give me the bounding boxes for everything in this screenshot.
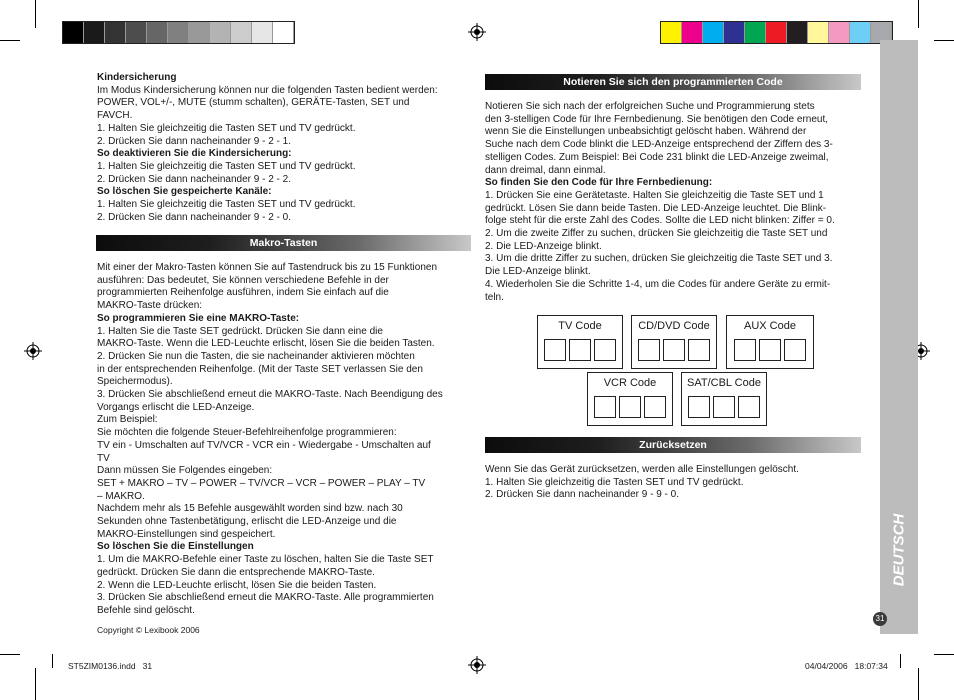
makro-line: Sie möchten die folgende Steuer-Befehlreihenfolge programmieren: [97, 427, 397, 439]
child-lock-line: Im Modus Kindersicherung können nur die folgenden Tasten bedient werden: [97, 84, 438, 96]
crop-mark [934, 40, 954, 41]
code-section-body [485, 101, 875, 304]
reset-section-body [485, 464, 875, 502]
code-line: stelligen Codes. Zum Beispiel: Bei Code 231 blinkt die LED-Anzeige zweimal, [485, 151, 829, 163]
grayscale-swatch-bar [62, 21, 295, 44]
makro-line: MAKRO-Einstellungen sind gespeichert. [97, 528, 276, 540]
code-line: 1. Drücken Sie eine Gerätetaste. Halten Sie gleichzeitig die Taste SET und 1 [485, 189, 824, 201]
crop-mark [0, 40, 20, 41]
makro-section-header: Makro-Tasten [96, 235, 471, 251]
color-swatch [745, 22, 766, 43]
code-box [681, 372, 767, 426]
color-swatch [724, 22, 745, 43]
code-digit-cell [619, 396, 641, 418]
code-digit-cell [638, 339, 660, 361]
code-line: dann dreimal, dann einmal. [485, 164, 606, 176]
registration-mark-icon [468, 23, 486, 41]
code-box-label: AUX Code [744, 320, 796, 332]
code-line: 4. Wiederholen Sie die Schritte 1-4, um die Codes für andere Geräte zu ermit- [485, 278, 831, 290]
reset-line: 2. Drücken Sie dann nacheinander 9 - 9 - 0. [485, 489, 680, 501]
footer-date: 04/04/2006 18:07:34 [805, 661, 888, 671]
crop-mark [918, 668, 919, 700]
color-swatch [829, 22, 850, 43]
code-box [537, 315, 623, 369]
code-digit-cell [713, 396, 735, 418]
makro-line: TV ein - Umschalten auf TV/VCR - VCR ein - Wiedergabe - Umschalten auf [97, 439, 431, 451]
child-lock-line: POWER, VOL+/-, MUTE (stumm schalten), GERÄTE-Tasten, SET und [97, 97, 410, 109]
code-line: 2. Die LED-Anzeige blinkt. [485, 240, 602, 252]
code-digit-cell [594, 396, 616, 418]
makro-line: Zum Beispiel: [97, 414, 158, 426]
reset-section-header: Zurücksetzen [485, 437, 861, 453]
color-swatch [252, 22, 273, 43]
code-digit-cell [738, 396, 760, 418]
color-swatch [766, 22, 787, 43]
child-lock-subheading: Kindersicherung [97, 72, 177, 83]
code-digit-cell [644, 396, 666, 418]
makro-subheading: So löschen Sie die Einstellungen [97, 541, 254, 553]
makro-line: Speichermodus). [97, 376, 173, 388]
code-line: Die LED-Anzeige blinkt. [485, 266, 591, 278]
makro-line: 1. Um die MAKRO-Befehle einer Taste zu löschen, halten Sie die Taste SET [97, 554, 434, 566]
child-lock-subheading: So löschen Sie gespeicherte Kanäle: [97, 186, 272, 198]
code-subheading: So finden Sie den Code für Ihre Fernbedienung: [485, 177, 713, 189]
process-color-swatch-bar [660, 21, 893, 44]
code-box [587, 372, 673, 426]
page-number-badge: 31 [873, 612, 887, 626]
child-lock-section [97, 72, 477, 224]
color-swatch [703, 22, 724, 43]
code-digit-cell [784, 339, 806, 361]
code-line: 3. Um die dritte Ziffer zu suchen, drücken Sie gleichzeitig die Taste SET und 3. [485, 253, 833, 265]
color-swatch [147, 22, 168, 43]
code-line: teln. [485, 291, 504, 303]
color-swatch [273, 22, 294, 43]
crop-mark [0, 654, 20, 655]
makro-line: programmierten Reihenfolge ausführen, indem Sie einfach auf die [97, 287, 389, 299]
makro-line: Befehle sind gelöscht. [97, 604, 195, 616]
makro-line: 3. Drücken Sie abschließend erneut die MAKRO-Taste. Nach Beendigung des [97, 389, 443, 401]
makro-line: MAKRO-Taste drücken: [97, 300, 203, 312]
makro-line: 2. Wenn die LED-Leuchte erlischt, lösen Sie die beiden Tasten. [97, 579, 377, 591]
makro-line: MAKRO-Taste. Wenn die LED-Leuchte erlischt, lösen Sie die beiden Tasten. [97, 338, 435, 350]
color-swatch [189, 22, 210, 43]
makro-line: Mit einer der Makro-Tasten können Sie auf Tastendruck bis zu 15 Funktionen [97, 262, 437, 273]
color-swatch [808, 22, 829, 43]
registration-mark-icon [24, 342, 42, 360]
child-lock-subheading: So deaktivieren Sie die Kindersicherung: [97, 148, 292, 160]
registration-mark-icon [468, 656, 486, 674]
code-digit-cell [569, 339, 591, 361]
code-line: wenn Sie die Einstellungen unbeabsichtigt gelöscht haben. Während der [485, 126, 807, 138]
footer-file-info: ST5ZIM0136.indd 31 [68, 661, 153, 671]
code-line: gedrückt. Lösen Sie dann beide Tasten. Die LED-Anzeige leuchtet. Die Blink- [485, 202, 827, 214]
language-side-tab [880, 40, 918, 634]
child-lock-line: 2. Drücken Sie dann nacheinander 9 - 2 - 0. [97, 211, 292, 223]
child-lock-line: 2. Drücken Sie dann nacheinander 9 - 2 - 1. [97, 135, 292, 147]
makro-line: Nachdem mehr als 15 Befehle ausgewählt worden sind bzw. nach 30 [97, 503, 403, 515]
reset-line: Wenn Sie das Gerät zurücksetzen, werden alle Einstellungen gelöscht. [485, 464, 799, 475]
makro-line: 3. Drücken Sie abschließend erneut die MAKRO-Taste. Alle programmierten [97, 592, 434, 604]
makro-line: 2. Drücken Sie nun die Tasten, die sie nacheinander aktivieren möchten [97, 350, 415, 362]
copyright-text: Copyright © Lexibook 2006 [97, 625, 200, 635]
code-section-header: Notieren Sie sich den programmierten Code [485, 74, 861, 90]
makro-section-body [97, 262, 477, 618]
makro-line: Sekunden ohne Tastenbetätigung, erlischt die LED-Anzeige und die [97, 516, 397, 528]
makro-line: TV [97, 452, 110, 464]
code-digit-cell [544, 339, 566, 361]
color-swatch [126, 22, 147, 43]
color-swatch [850, 22, 871, 43]
code-box-label: VCR Code [603, 377, 657, 389]
code-box-label: SAT/CBL Code [687, 377, 761, 389]
makro-line: 1. Halten Sie die Taste SET gedrückt. Drücken Sie dann eine die [97, 325, 383, 337]
child-lock-line: 1. Halten Sie gleichzeitig die Tasten SET und TV gedrückt. [97, 199, 356, 211]
reset-line: 1. Halten Sie gleichzeitig die Tasten SET und TV gedrückt. [485, 476, 744, 488]
code-digit-cell [688, 339, 710, 361]
code-digit-cell [663, 339, 685, 361]
crop-mark [35, 668, 36, 700]
crop-mark [35, 0, 36, 28]
code-box [726, 315, 814, 369]
crop-mark [900, 654, 901, 668]
side-tab-label: DEUTSCH [890, 513, 908, 587]
color-swatch [661, 22, 682, 43]
code-line: Notieren Sie sich nach der erfolgreichen Suche und Programmierung stets [485, 101, 815, 112]
crop-mark [52, 654, 53, 668]
color-swatch [168, 22, 189, 43]
color-swatch [210, 22, 231, 43]
code-line: Suche nach dem Code blinkt die LED-Anzeige entsprechend der Ziffern des 3- [485, 139, 833, 151]
makro-line: Vorgangs erlischt die LED-Anzeige. [97, 401, 255, 413]
child-lock-line: 1. Halten Sie gleichzeitig die Tasten SET und TV gedrückt. [97, 122, 356, 134]
child-lock-line: 2. Drücken Sie dann nacheinander 9 - 2 - 2. [97, 173, 292, 185]
code-digit-cell [759, 339, 781, 361]
makro-subheading: So programmieren Sie eine MAKRO-Taste: [97, 312, 300, 324]
crop-mark [918, 0, 919, 28]
color-swatch [84, 22, 105, 43]
makro-line: SET + MAKRO – TV – POWER – TV/VCR – VCR – POWER – PLAY – TV [97, 477, 426, 489]
color-swatch [231, 22, 252, 43]
child-lock-line: 1. Halten Sie gleichzeitig die Tasten SET und TV gedrückt. [97, 160, 356, 172]
makro-line: ausführen: Das bedeutet, Sie können verschiedene Befehle in der [97, 274, 389, 286]
color-swatch [787, 22, 808, 43]
color-swatch [682, 22, 703, 43]
code-box-label: TV Code [558, 320, 602, 332]
makro-line: gedrückt. Drücken Sie dann die entsprechende MAKRO-Taste. [97, 566, 375, 578]
child-lock-line: FAVCH. [97, 110, 133, 122]
makro-line: Dann müssen Sie Folgendes eingeben: [97, 465, 273, 477]
color-swatch [105, 22, 126, 43]
code-digit-cell [688, 396, 710, 418]
code-line: folge steht für die erste Zahl des Codes. Sollte die LED nicht blinken: Ziffer = 0. [485, 215, 835, 227]
code-line: 2. Um die zweite Ziffer zu suchen, drücken Sie gleichzeitig die Taste SET und [485, 228, 828, 240]
code-digit-cell [734, 339, 756, 361]
crop-mark [934, 654, 954, 655]
code-box-label: CD/DVD Code [638, 320, 710, 332]
makro-line: in der entsprechenden Reihenfolge. (Mit der Taste SET verlassen Sie den [97, 363, 423, 375]
code-line: den 3-stelligen Code für Ihre Fernbedienung. Sie benötigen den Code erneut, [485, 113, 829, 125]
code-box [631, 315, 717, 369]
makro-line: – MAKRO. [97, 490, 145, 502]
color-swatch [63, 22, 84, 43]
code-digit-cell [594, 339, 616, 361]
